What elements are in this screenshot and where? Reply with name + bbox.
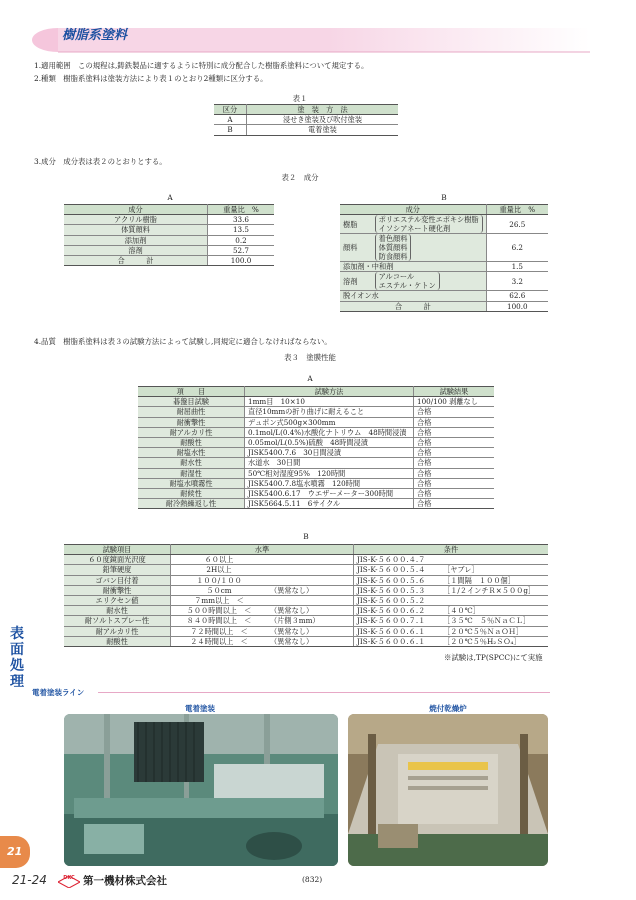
table-row: 脱イオン水 62.6	[340, 291, 548, 301]
table-row: 耐水性 ５００時間以上 ＜ （異常なし） JIS-K-５６００.６.２ ［４０℃］	[64, 606, 548, 616]
table-row: エリクセン値 ７mm以上 ＜ JIS-K-５６００.５.２	[64, 596, 548, 606]
table-row: 添加剤 0.2	[64, 235, 274, 245]
intro-line-2: 2.種類 樹脂系塗料は塗装方法により表１のとおり2種類に区分する。	[34, 74, 268, 83]
table-row: 鉛筆硬度 2H以上 JIS-K-５６００.５.４ ［ヤブレ］	[64, 565, 548, 575]
table-row: 溶剤 アルコール エステル・ケトン 3.2	[340, 272, 548, 291]
table2a: 成分 重量比 % アクリル樹脂 33.6 体質顔料 13.5 添加剤 0.2 溶剤 52.7 合 計 100.0	[64, 204, 274, 266]
page-title: 樹脂系塗料	[62, 28, 128, 43]
section3-text: 3.成分 成分表は表２のとおりとする。	[34, 157, 167, 166]
table-row: 耐屈曲性 直径10mmの折り曲げに耐えること 合格	[138, 407, 494, 417]
table-row: 合 計 100.0	[64, 256, 274, 266]
table-row: 耐水性 水道水 30日間 合格	[138, 458, 494, 468]
table-row: ゴバン目付着 １００/１００ JIS-K-５６００.５.６ ［１間隔 １００個］	[64, 575, 548, 585]
table2a-label: A	[167, 193, 173, 202]
table-row: 体質顔料 13.5	[64, 225, 274, 235]
photo-right-caption: 焼付乾燥炉	[429, 704, 467, 713]
table1-header-method: 塗 装 方 法	[247, 105, 399, 115]
table-row: 耐アルカリ性 ７２時間以上 ＜ （異常なし） JIS-K-５６００.６.１ ［２０℃５％ＮａＯＨ］	[64, 626, 548, 636]
table-row: 耐候性 JISK5400.6.17 ウエザーメーター300時間 合格	[138, 489, 494, 499]
table-row: 耐衝撃性 ５０cm （異常なし） JIS-K-５６００.５.３ ［１/２インチＲ×５００g］	[64, 585, 548, 595]
table-row: 溶剤 52.7	[64, 245, 274, 255]
table1	[214, 104, 398, 136]
table3a: 項 目 試験方法 試験結果 碁盤目試験 1mm目 10×10 100/100 剥離なし 耐屈曲性 直径10mmの折り曲げに耐えること 合格 耐衝撃性 デュポン式500g×300mm 合格 耐アルカリ性 0.1mol/L(0.4%)水酸化ナトリウム 48時間浸漬 合格 耐酸性 0.05mol/L(0.5%)硫酸 48時間浸漬 合格 耐塩水性 JISK5400.7.6 30日間浸漬 合格 耐水性 水道水 30日間 合格 耐湿性 50℃相対湿度95% 120時間 合格 耐塩水噴霧性 JISK5400.7.8塩水噴霧 120時間 合格 耐候性 JISK5400.6.17 ウエザーメーター300時間 合格 耐冷熱繰返し性 JISK5664.5.11 6サイクル 合格	[138, 386, 494, 509]
table-row: 添加剤・中和剤 1.5	[340, 262, 548, 272]
photo-section-rule	[98, 692, 550, 693]
table2-caption: 表２ 成分	[281, 173, 319, 182]
intro-line-1: 1.適用範囲 この規程は,鋳鉄製品に適するように特別に成分配合した樹脂系塗料について規定する。	[34, 61, 369, 70]
table-row: 碁盤目試験 1mm目 10×10 100/100 剥離なし	[138, 397, 494, 407]
table2b: 成分 重量比 % 樹脂 ポリエステル変性エポキシ樹脂 イソシアネート硬化剤 26.5 顔料 着色顔料 体質顔料 防食顔料 6.2 添加剤・中和剤 1.5 溶剤 アルコール エステル・ケトン 3.2 脱イオン水 62.6 合 計 100.0	[340, 204, 548, 312]
photo-left-caption: 電着塗装	[185, 704, 215, 713]
table-row: 樹脂 ポリエステル変性エポキシ樹脂 イソシアネート硬化剤 26.5	[340, 215, 548, 234]
table-row: A 浸せき塗装及び吹付塗装	[214, 115, 398, 125]
table-row: 耐酸性 ２４時間以上 ＜ （異常なし） JIS-K-５６００.６.１ ［２０℃５％H₂ＳＯ₄］	[64, 636, 548, 646]
table-row: 耐酸性 0.05mol/L(0.5%)硫酸 48時間浸漬 合格	[138, 438, 494, 448]
table-row: 顔料 着色顔料 体質顔料 防食顔料 6.2	[340, 234, 548, 262]
table-row: 耐冷熱繰返し性 JISK5664.5.11 6サイクル 合格	[138, 499, 494, 509]
table3a-label: A	[307, 374, 313, 383]
table-row: 耐アルカリ性 0.1mol/L(0.4%)水酸化ナトリウム 48時間浸漬 合格	[138, 427, 494, 437]
table-row: 耐塩水性 JISK5400.7.6 30日間浸漬 合格	[138, 448, 494, 458]
photo-section-title: 電着塗装ライン	[32, 688, 85, 697]
table-row: 耐塩水噴霧性 JISK5400.7.8塩水噴霧 120時間 合格	[138, 478, 494, 488]
page-range: 21-24	[12, 873, 47, 887]
table-row: 耐ソルトスプレー性 ８４０時間以上 ＜ （片側３mm） JIS-K-５６００.７.１ ［３５℃ ５％ＮａＣＬ］	[64, 616, 548, 626]
table1-caption: 表１	[292, 94, 308, 103]
table3b-label: B	[303, 532, 309, 541]
section4-text: 4.品質 樹脂系塗料は表３の試験方法によって試験し,同規定に適合しなければならない。	[34, 337, 332, 346]
table-row: 合 計 100.0	[340, 301, 548, 311]
table2b-label: B	[441, 193, 447, 202]
page-tab-number: 21	[7, 845, 23, 858]
side-label: 表面処理	[10, 626, 24, 690]
company-logo-mark: DKC	[63, 875, 75, 881]
table-row: B 電着塗装	[214, 125, 398, 135]
company-name: 第一機材株式会社	[83, 875, 167, 887]
table-row: アクリル樹脂 33.6	[64, 215, 274, 225]
table-row: ６０度鏡面光沢度 ６０以上 JIS-K-５６００.４.７	[64, 555, 548, 565]
table-row: 耐湿性 50℃相対湿度95% 120時間 合格	[138, 468, 494, 478]
table3b-note: ※試験は,TP(SPCC)にて実施	[444, 653, 543, 662]
baking-oven-photo	[348, 714, 548, 866]
catalog-code: (832)	[302, 875, 323, 884]
table3b: 試験項目 水準 条件 ６０度鏡面光沢度 ６０以上 JIS-K-５６００.４.７ 鉛筆硬度 2H以上 JIS-K-５６００.５.４ ［ヤブレ］ ゴバン目付着 １００/１００ JIS-K-５６００.５.６ ［１間隔 １００個］ 耐衝撃性 ５０cm （異常なし） JIS-K-５６００.５.３ ［１/２インチＲ×５００g］ エリクセン値 ７mm以上 ＜ JIS-K-５６００.５.２ 耐水性 ５００時間以上 ＜ （異常なし） JIS-K-５６００.６.２ ［４０℃］ 耐ソルトスプレー性 ８４０時間以上 ＜ （片側３mm） JIS-K-５６００.７.１ ［３５℃ ５％ＮａＣＬ］ 耐アルカリ性 ７２時間以上 ＜ （異常なし） JIS-K-５６００.６.１ ［２０℃５％ＮａＯＨ］ 耐酸性 ２４時間以上 ＜ （異常なし） JIS-K-５６００.６.１ ［２０℃５％H₂ＳＯ₄］	[64, 544, 548, 647]
table3-caption: 表３ 塗膜性能	[284, 353, 336, 362]
electrodeposition-photo	[64, 714, 338, 866]
table-row: 耐衝撃性 デュポン式500g×300mm 合格	[138, 417, 494, 427]
table1-header-type: 区分	[214, 105, 247, 115]
